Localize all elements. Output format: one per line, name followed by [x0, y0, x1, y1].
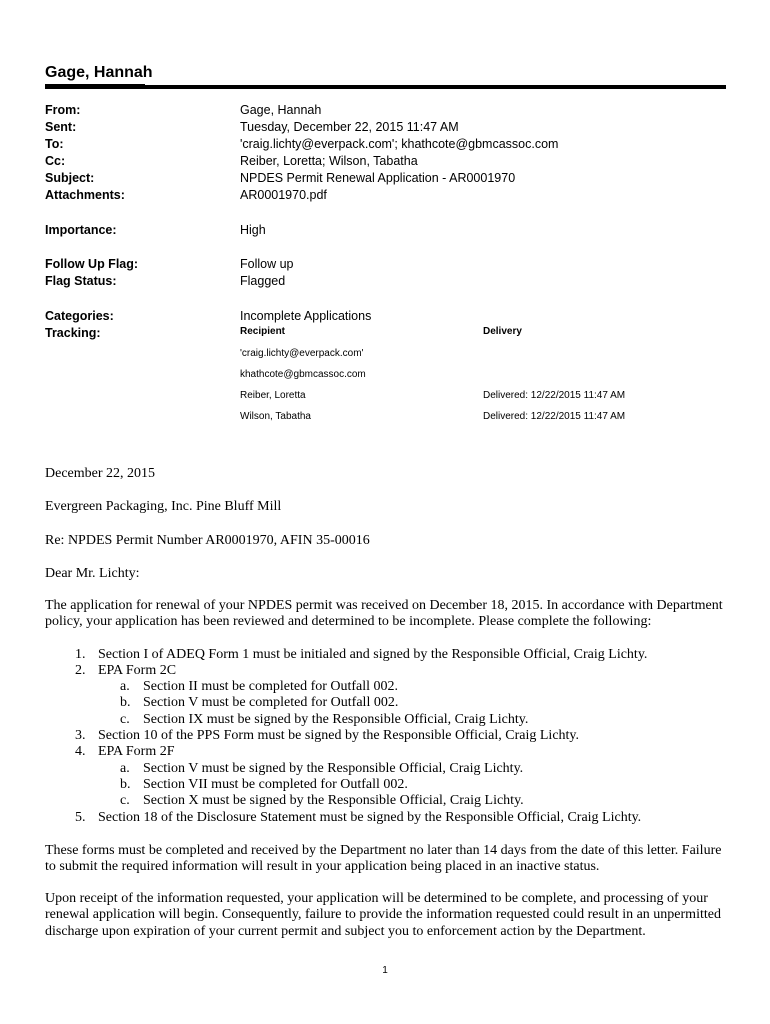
- tracking-label: Tracking:: [45, 326, 101, 340]
- tracking-row-recipient: 'craig.lichty@everpack.com': [240, 348, 364, 359]
- sub-item-text: Section II must be completed for Outfall 002.: [143, 679, 399, 694]
- header-rule: [45, 85, 726, 89]
- list-item-number: 4.: [75, 744, 86, 759]
- sub-item-letter: c.: [120, 712, 130, 727]
- sender-heading: Gage, Hannah: [45, 64, 153, 81]
- tracking-col-recipient: Recipient: [240, 326, 286, 337]
- sub-item-text: Section V must be completed for Outfall 002.: [143, 695, 399, 710]
- list-item-number: 1.: [75, 647, 86, 662]
- to-label: To:: [45, 137, 64, 151]
- tracking-row-delivery: Delivered: 12/22/2015 11:47 AM: [483, 390, 626, 401]
- cc-value: Reiber, Loretta; Wilson, Tabatha: [240, 154, 418, 168]
- deadline-paragraph: These forms must be completed and received by the Department no later than 14 days from the date of this letter. Failure to submit the required information will result in your application being placed in an inactive status.: [45, 843, 722, 875]
- follow-up-flag-label: Follow Up Flag:: [45, 257, 139, 271]
- list-item-number: 3.: [75, 728, 86, 743]
- sub-item-text: Section X must be signed by the Responsible Official, Craig Lichty.: [143, 793, 524, 808]
- subject-label: Subject:: [45, 171, 95, 185]
- from-value: Gage, Hannah: [240, 103, 322, 117]
- flag-status-value: Flagged: [240, 274, 286, 288]
- list-item-text: Section I of ADEQ Form 1 must be initialed and signed by the Responsible Official, Craig Lichty.: [98, 647, 648, 662]
- list-item-text: EPA Form 2C: [98, 663, 177, 678]
- sub-item-text: Section VII must be completed for Outfall 002.: [143, 777, 408, 792]
- attachment-link[interactable]: AR0001970.pdf: [240, 188, 327, 202]
- tracking-row-recipient: Reiber, Loretta: [240, 390, 306, 401]
- sent-value: Tuesday, December 22, 2015 11:47 AM: [240, 120, 459, 134]
- list-item-number: 5.: [75, 810, 86, 825]
- list-item-text: Section 10 of the PPS Form must be signed by the Responsible Official, Craig Lichty.: [98, 728, 580, 743]
- letter-intro-paragraph: The application for renewal of your NPDES permit was received on December 18, 2015. In accordance with Department policy, your application has been reviewed and determined to be incomplete. Please complete the following:: [45, 598, 723, 630]
- letter-company: Evergreen Packaging, Inc. Pine Bluff Mill: [45, 499, 282, 514]
- sub-item-letter: b.: [120, 695, 131, 710]
- sent-label: Sent:: [45, 120, 77, 134]
- list-item-text: Section 18 of the Disclosure Statement must be signed by the Responsible Official, Craig Lichty.: [98, 810, 642, 825]
- subject-value: NPDES Permit Renewal Application - AR0001970: [240, 171, 516, 185]
- follow-up-flag-value: Follow up: [240, 257, 294, 271]
- sub-item-text: Section V must be signed by the Responsible Official, Craig Lichty.: [143, 761, 524, 776]
- flag-status-label: Flag Status:: [45, 274, 117, 288]
- letter-date: December 22, 2015: [45, 466, 156, 481]
- tracking-row-recipient: Wilson, Tabatha: [240, 411, 311, 422]
- sub-item-letter: b.: [120, 777, 131, 792]
- tracking-row-delivery: Delivered: 12/22/2015 11:47 AM: [483, 411, 626, 422]
- letter-reference: Re: NPDES Permit Number AR0001970, AFIN 35-00016: [45, 533, 370, 548]
- tracking-row-recipient: khathcote@gbmcassoc.com: [240, 369, 366, 380]
- list-item-number: 2.: [75, 663, 86, 678]
- sub-item-letter: a.: [120, 679, 130, 694]
- to-value: 'craig.lichty@everpack.com'; khathcote@gbmcassoc.com: [240, 137, 559, 151]
- tracking-col-delivery: Delivery: [483, 326, 522, 337]
- closing-paragraph: Upon receipt of the information requested, your application will be determined to be complete, and processing of your renewal application will begin. Consequently, failure to provide the information requested could result in an unpermitted discharge upon expiration of your current permit and subject you to enforcement action by the Department.: [45, 891, 721, 939]
- importance-value: High: [240, 223, 266, 237]
- categories-value: Incomplete Applications: [240, 309, 372, 323]
- sub-item-letter: a.: [120, 761, 130, 776]
- sub-item-text: Section IX must be signed by the Responsible Official, Craig Lichty.: [143, 712, 529, 727]
- list-item-text: EPA Form 2F: [98, 744, 175, 759]
- from-label: From:: [45, 103, 81, 117]
- page-number: 1: [382, 965, 388, 976]
- sub-item-letter: c.: [120, 793, 130, 808]
- importance-label: Importance:: [45, 223, 117, 237]
- letter-salutation: Dear Mr. Lichty:: [45, 566, 140, 581]
- attachments-label: Attachments:: [45, 188, 125, 202]
- categories-label: Categories:: [45, 309, 114, 323]
- cc-label: Cc:: [45, 154, 66, 168]
